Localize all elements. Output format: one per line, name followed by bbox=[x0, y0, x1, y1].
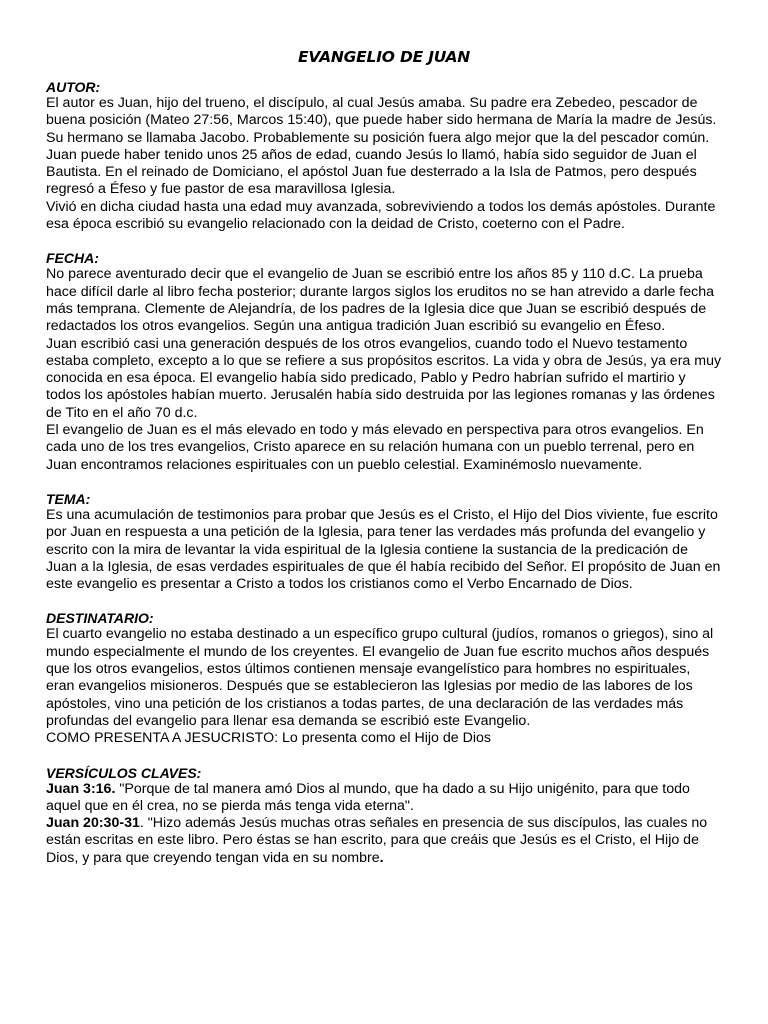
verse-item bbox=[46, 781, 722, 816]
paragraph: No parece aventurado decir que el evangelio de Juan se escribió entre los años 85 y 110 d.C. La prueba hace difícil darle al libro fecha posterior; durante largos siglos los eruditos no se han atrevido a darle fecha más temprana. Clemente de Alejandría, de los padres de la Iglesia dice que Juan se escribió después de redactados los otros evangelios. Según una antigua tradición Juan escribió su evangelio en Éfeso. bbox=[46, 266, 714, 335]
section-heading: VERSÍCULOS CLAVES: bbox=[46, 764, 202, 781]
paragraph: Vivió en dicha ciudad hasta una edad muy avanzada, sobreviviendo a todos los demás apóstoles. Durante esa época escribió su evangelio relacionado con la deidad de Cristo, coeterno con el Padre. bbox=[46, 198, 716, 233]
section-heading: DESTINATARIO: bbox=[46, 610, 154, 627]
paragraph: El evangelio de Juan es el más elevado en todo y más elevado en perspectiva para otros evangelios. En cada uno de los tres evangelios, Cristo aparece en su relación humana con un pueblo terrenal, pero en Juan encontramos relaciones espirituales con un pueblo celestial. Examinémoslo nuevamente. bbox=[46, 422, 704, 473]
verse-end-punctuation: . bbox=[379, 849, 384, 866]
section-heading: AUTOR: bbox=[46, 79, 101, 95]
verse-reference: Juan 20:30-31 bbox=[46, 815, 140, 832]
section-tema bbox=[46, 491, 722, 593]
paragraph: Juan puede haber tenido unos 25 años de edad, cuando Jesús lo llamó, había sido seguidor de Juan el Bautista. En el reinado de Domiciano, el apóstol Juan fue desterrado a la Isla de Patmos, pero después regresó a Éfeso y fue pastor de esa maravillosa Iglesia. bbox=[46, 146, 697, 198]
section-autor bbox=[46, 79, 722, 233]
section-heading: FECHA: bbox=[46, 250, 99, 267]
paragraph: Es una acumulación de testimonios para probar que Jesús es el Cristo, el Hijo del Dios viviente, fue escrito por Juan en respuesta a una petición de la Iglesia, para tener las verdades más profunda del evangelio y escrito con la mira de levantar la vida espiritual de la Iglesia contiene la sustancia de la predicación de Juan a la Iglesia, de esas verdades espirituales de que él había recibido del Señor. El propósito de Juan en este evangelio es presentar a Cristo a todos los cristianos como el Verbo Encarnado de Dios. bbox=[46, 506, 721, 593]
verse-text: "Porque de tal manera amó Dios al mundo, que ha dado a su Hijo unigénito, para que todo aquel que en él crea, no se pierda más tenga vida eterna". bbox=[46, 780, 690, 814]
section-destinatario bbox=[46, 610, 722, 747]
document-page bbox=[46, 48, 722, 884]
section-fecha bbox=[46, 250, 722, 474]
paragraph: El cuarto evangelio no estaba destinado a un específico grupo cultural (judíos, romanos o griegos), sino al mundo especialmente el mundo de los creyentes. El evangelio de Juan fue escrito muchos años después que los otros evangelios, estos últimos contienen mensaje evangelístico para hombres no espirituales, eran evangelios misioneros. Después que se establecieron las Iglesias por medio de las labores de los apóstoles, vino una petición de los cristianos a todas partes, de una declaración de las verdades más profundas del evangelio para llenar esa demanda se escribió este Evangelio. bbox=[46, 626, 714, 729]
paragraph: Juan escribió casi una generación después de los otros evangelios, cuando todo el Nuevo testamento estaba completo, excepto a lo que se refiere a sus propósitos escritos. La vida y obra de Jesús, ya era muy conocida en esa época. El evangelio había sido predicado, Pablo y Pedro habrían sufrido el martirio y todos los apóstoles habían muerto. Jerusalén había sido destruida por las legiones romanas y las órdenes de Tito en el año 70 d.c. bbox=[46, 335, 722, 421]
verse-text: . "Hizo además Jesús muchas otras señales en presencia de sus discípulos, las cuales no están escritas en este libro. Pero éstas se han escrito, para que creáis que Jesús es el Cristo, el Hijo de Dios, y para que creyendo tengan vida en su nombre bbox=[46, 815, 708, 866]
paragraph: El autor es Juan, hijo del trueno, el discípulo, al cual Jesús amaba. Su padre era Zebedeo, pescador de buena posición (Mateo 27:56, Marcos 15:40), que puede haber sido hermana de María la madre de Jesús. Su hermano se llamaba Jacobo. Probablemente su posición fuera algo mejor que la del pescador común. bbox=[46, 95, 717, 146]
paragraph: COMO PRESENTA A JESUCRISTO: Lo presenta como el Hijo de Dios bbox=[46, 730, 491, 747]
verse-item bbox=[46, 815, 722, 867]
document-title: EVANGELIO DE JUAN bbox=[297, 48, 471, 66]
section-versiculos bbox=[46, 765, 722, 867]
section-heading: TEMA: bbox=[46, 490, 91, 507]
verse-reference: Juan 3:16. bbox=[46, 780, 116, 797]
